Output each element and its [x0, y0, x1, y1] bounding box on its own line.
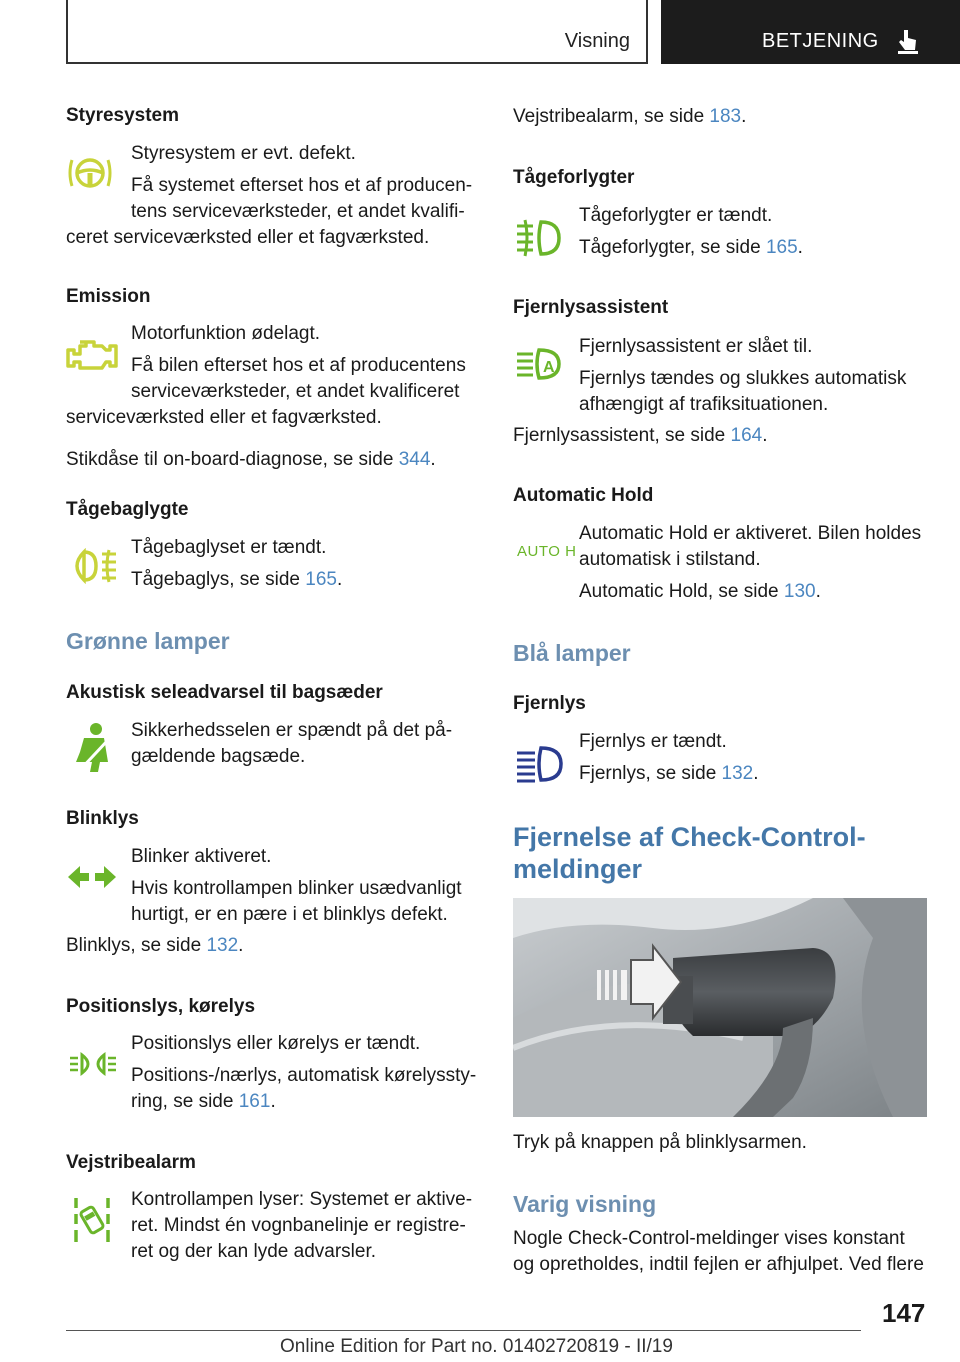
- blinklys-text-2b: hurtigt, er en pære i et blinklys defekt.: [131, 904, 448, 925]
- lane-departure-icon: [72, 1194, 112, 1246]
- varig-visning-heading: Varig visning: [513, 1191, 657, 1217]
- taagebaglygte-text-1: Tågebaglyset er tændt.: [131, 537, 327, 558]
- page-link-165-right[interactable]: 165: [765, 237, 798, 258]
- high-beam-icon: [515, 744, 565, 784]
- fjernlys-text-1: Fjernlys er tændt.: [579, 731, 727, 752]
- styresystem-heading: Styresystem: [66, 105, 180, 126]
- blinklys-text-1: Blinker aktiveret.: [131, 846, 272, 867]
- vejstribealarm-text-1c: ret og der kan lyde advarsler.: [131, 1241, 377, 1262]
- check-control-heading-2: meldinger: [513, 854, 643, 884]
- green-lamps-heading: Grønne lamper: [66, 628, 230, 654]
- taageforlygter-ref: Tågeforlygter, se side 165.: [579, 237, 803, 258]
- automatic-hold-ref: Automatic Hold, se side 130.: [579, 581, 821, 602]
- taagebaglygte-heading: Tågebaglygte: [66, 499, 189, 520]
- rear-fog-icon: [68, 548, 118, 584]
- blinklys-text-2a: Hvis kontrollampen blinker usædvanligt: [131, 878, 462, 899]
- styresystem-text-2a: Få systemet efterset hos et af producen-: [131, 175, 473, 196]
- vejstribealarm-heading: Vejstribealarm: [66, 1152, 196, 1173]
- fjernlysassistent-ref: Fjernlysassistent, se side 164.: [513, 425, 768, 446]
- chapter-title: BETJENING: [762, 30, 879, 52]
- emission-heading: Emission: [66, 286, 151, 307]
- turn-signal-icon: [66, 864, 118, 890]
- automatic-hold-text-1b: automatisk i stilstand.: [579, 549, 761, 570]
- fjernlys-ref: Fjernlys, se side 132.: [579, 763, 759, 784]
- automatic-hold-text-1a: Automatic Hold er aktiveret. Bilen holdes: [579, 523, 922, 544]
- styresystem-text-2c: ceret serviceværksted eller et fagværksted.: [66, 227, 430, 248]
- vejstribealarm-text-1a: Kontrollampen lyser: Systemet er aktive-: [131, 1189, 473, 1210]
- page-link-161[interactable]: 161: [238, 1091, 271, 1112]
- seatbelt-icon: [74, 722, 110, 774]
- svg-text:A: A: [543, 359, 555, 376]
- high-beam-assist-icon: [515, 344, 563, 384]
- emission-text-2b: serviceværksteder, et andet kvalificeret: [131, 381, 460, 402]
- styresystem-text-2b: tens serviceværksteder, et andet kvalifi-: [131, 201, 465, 222]
- check-control-heading-1: Fjernelse af Check-Control-: [513, 822, 866, 852]
- vejstribealarm-text-1b: ret. Mindst én vognbanelinje er registre-: [131, 1215, 466, 1236]
- page-link-130[interactable]: 130: [783, 581, 816, 602]
- auto-h-icon: AUTO H: [517, 543, 577, 560]
- taageforlygter-heading: Tågeforlygter: [513, 167, 635, 188]
- blinklys-heading: Blinklys: [66, 808, 139, 829]
- header-tab: [66, 0, 648, 64]
- styresystem-text-1: Styresystem er evt. defekt.: [131, 143, 356, 164]
- fjernlysassistent-text-2a: Fjernlys tændes og slukkes automatisk: [579, 368, 907, 389]
- positionslys-text-2a: Positions-/nærlys, automatisk kørelyssty-: [131, 1065, 477, 1086]
- blue-lamps-heading: Blå lamper: [513, 640, 631, 666]
- page-link-164[interactable]: 164: [730, 425, 763, 446]
- automatic-hold-heading: Automatic Hold: [513, 485, 654, 506]
- footer-divider: [66, 1330, 861, 1331]
- fjernlysassistent-text-2b: afhængigt af trafiksituationen.: [579, 394, 829, 415]
- positionslys-text-1: Positionslys eller kørelys er tændt.: [131, 1033, 421, 1054]
- seleadvarsel-heading: Akustisk seleadvarsel til bagsæder: [66, 682, 383, 703]
- emission-obd-ref: Stikdåse til on-board-diagnose, se side 344.: [66, 449, 436, 470]
- steering-warning-icon: [68, 152, 112, 194]
- emission-text-2c: serviceværksted eller et fagværksted.: [66, 407, 382, 428]
- page-link-183[interactable]: 183: [709, 106, 742, 127]
- fjernlys-heading: Fjernlys: [513, 693, 586, 714]
- page-link-132-right[interactable]: 132: [721, 763, 754, 784]
- page-link-344[interactable]: 344: [398, 449, 431, 470]
- position-light-icon: [68, 1052, 118, 1076]
- varig-visning-text-1: Nogle Check-Control-meldinger vises konstant: [513, 1228, 905, 1249]
- page-number: 147: [882, 1298, 926, 1328]
- front-fog-icon: [515, 218, 563, 258]
- hand-pointer-icon: [896, 28, 920, 54]
- seleadvarsel-text-1b: gældende bagsæde.: [131, 746, 306, 767]
- fjernlysassistent-heading: Fjernlysassistent: [513, 297, 669, 318]
- page-link-165[interactable]: 165: [305, 569, 337, 590]
- page-link-132[interactable]: 132: [206, 935, 239, 956]
- photo-caption: Tryk på knappen på blinklysarmen.: [513, 1132, 807, 1153]
- footer-edition: Online Edition for Part no. 01402720819 - II/19: [280, 1336, 673, 1357]
- fjernlysassistent-text-1: Fjernlysassistent er slået til.: [579, 336, 813, 357]
- emission-text-1: Motorfunktion ødelagt.: [131, 323, 321, 344]
- varig-visning-text-2: og opretholdes, indtil fejlen er afhjulpet. Ved flere: [513, 1254, 924, 1275]
- positionslys-ref: ring, se side 161.: [131, 1091, 276, 1112]
- vejstribealarm-ref: Vejstribealarm, se side 183.: [513, 106, 747, 127]
- header-section: Visning: [564, 30, 630, 52]
- blinklys-ref: Blinklys, se side 132.: [66, 935, 244, 956]
- engine-icon: [66, 336, 118, 372]
- taagebaglygte-ref: Tågebaglys, se side 165.: [131, 569, 343, 590]
- positionslys-heading: Positionslys, kørelys: [66, 996, 256, 1017]
- turn-signal-stalk-photo: [513, 898, 927, 1117]
- emission-text-2a: Få bilen efterset hos et af producentens: [131, 355, 466, 376]
- seleadvarsel-text-1a: Sikkerhedsselen er spændt på det på-: [131, 720, 453, 741]
- taageforlygter-text-1: Tågeforlygter er tændt.: [579, 205, 773, 226]
